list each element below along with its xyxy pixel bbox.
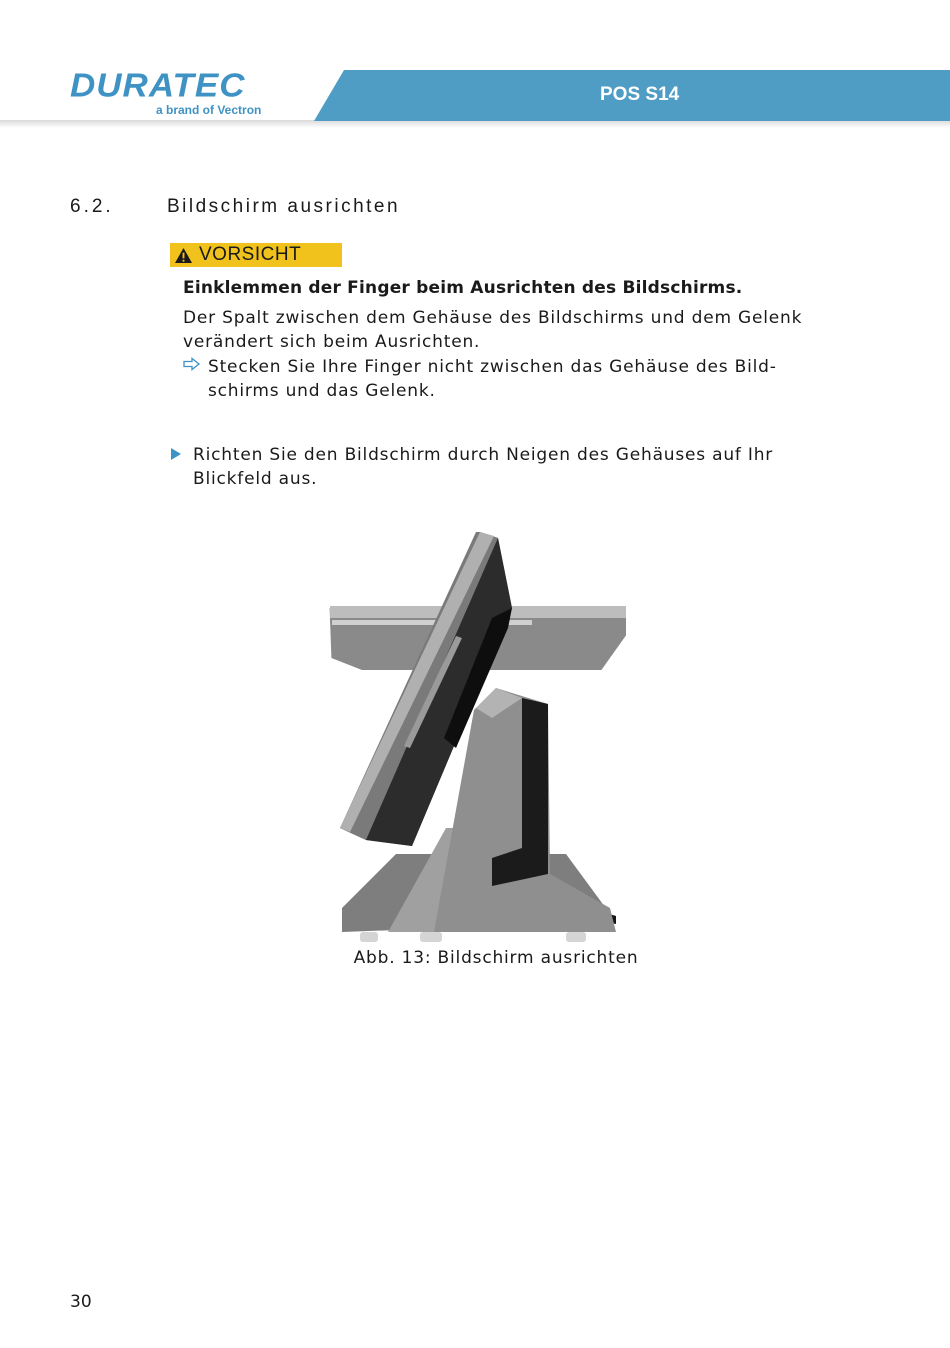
warning-measure: Stecken Sie Ihre Finger nicht zwischen das Gehäuse des Bild-schirms und das Gelenk.: [208, 357, 777, 401]
page-header: [0, 0, 950, 130]
warning-description: Der Spalt zwischen dem Gehäuse des Bildschirms und dem Gelenk verändert sich beim Ausrichten.: [183, 308, 803, 352]
warning-label: VORSICHT: [199, 244, 302, 265]
logo-wordmark: DURATEC: [70, 67, 246, 105]
duratec-logo: [70, 67, 262, 117]
instruction-step: Richten Sie den Bildschirm durch Neigen des Gehäuses auf Ihr Blickfeld aus.: [193, 445, 774, 489]
page-number: 30: [70, 1292, 92, 1312]
figure-caption: Abb. 13: Bildschirm ausrichten: [353, 948, 639, 968]
header-divider: [0, 120, 950, 128]
section-title: Bildschirm ausrichten: [167, 196, 401, 217]
pos-terminal-illustration: [326, 528, 626, 946]
hollow-arrow-icon: [183, 357, 201, 371]
section-number: 6.2.: [70, 196, 114, 217]
triangle-bullet-icon: [170, 447, 182, 461]
product-title: POS S14: [600, 84, 680, 105]
logo-tagline: a brand of Vectron: [156, 103, 262, 117]
warning-triangle-icon: [174, 247, 193, 264]
warning-heading: Einklemmen der Finger beim Ausrichten des Bildschirms.: [183, 278, 743, 298]
warning-badge: [170, 243, 342, 267]
